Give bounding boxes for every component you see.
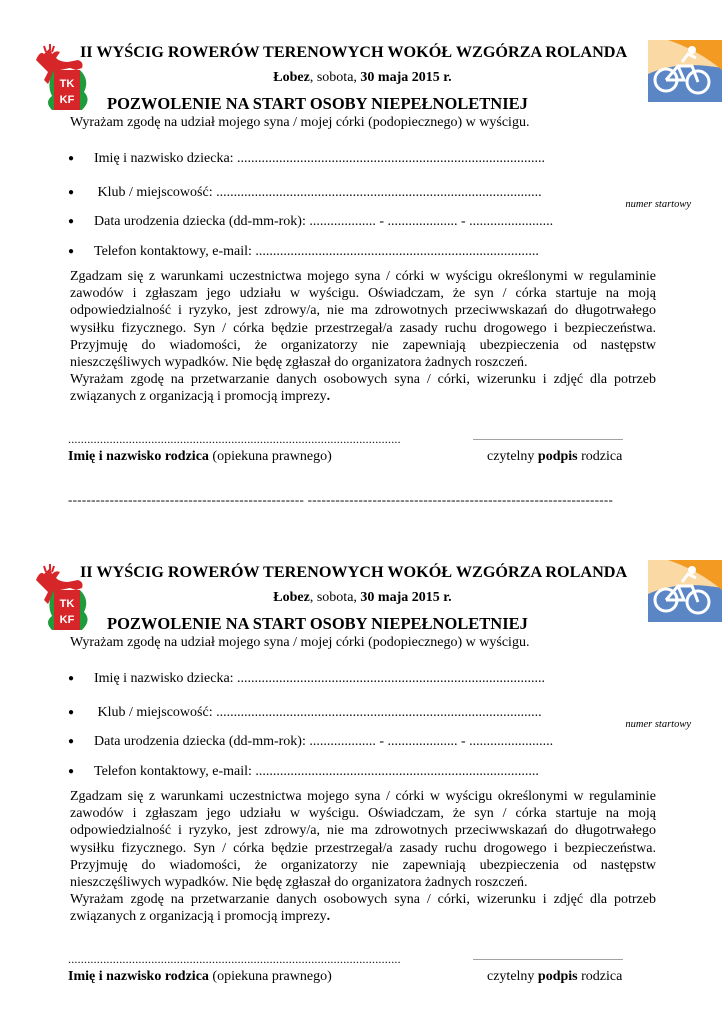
form-heading: POZWOLENIE NA START OSOBY NIEPEŁNOLETNIEJ xyxy=(107,94,528,113)
consent-statement: Wyrażam zgodę na udział mojego syna / mojej córki (podopiecznego) w wyścigu. xyxy=(70,635,530,650)
event-title: II WYŚCIG ROWERÓW TERENOWYCH WOKÓŁ WZGÓRZA ROLANDA xyxy=(80,43,628,61)
field-label: Telefon kontaktowy, e-mail: ................................................................................. xyxy=(94,244,539,259)
bullet-icon: ● xyxy=(68,246,75,257)
bullet-icon: ● xyxy=(68,673,75,684)
field-contact[interactable] xyxy=(68,244,539,260)
field-label: Data urodzenia dziecka (dd-mm-rok): ................... - .................... - ........................ xyxy=(94,214,554,229)
event-date-line xyxy=(0,590,725,606)
parent-name-line[interactable]: ........................................................................................................ xyxy=(68,952,401,966)
field-club[interactable] xyxy=(68,185,542,201)
parent-name-line[interactable]: ........................................................................................................ xyxy=(68,432,401,446)
field-label: Telefon kontaktowy, e-mail: ................................................................................. xyxy=(94,764,539,779)
parent-name-caption: Imię i nazwisko rodzica (opiekuna prawnego) xyxy=(68,969,332,984)
event-date: 30 maja 2015 r. xyxy=(360,590,452,605)
field-label: Klub / miejscowość: ............................................................................................. xyxy=(94,185,542,200)
event-date-prefix: , sobota, xyxy=(309,590,361,605)
start-number-label: numer startowy xyxy=(625,719,691,730)
bullet-icon: ● xyxy=(68,707,75,718)
parent-name-caption: Imię i nazwisko rodzica (opiekuna prawnego) xyxy=(68,449,332,464)
event-date-line xyxy=(0,70,725,86)
terms-text xyxy=(70,268,656,406)
signature-line[interactable]: ........................................................................... xyxy=(473,953,623,962)
bullet-icon: ● xyxy=(68,736,75,747)
field-label: Imię i nazwisko dziecka: ........................................................................................ xyxy=(94,671,546,686)
event-title: II WYŚCIG ROWERÓW TERENOWYCH WOKÓŁ WZGÓRZA ROLANDA xyxy=(80,563,628,581)
event-date-prefix: , sobota, xyxy=(309,70,361,85)
form-heading: POZWOLENIE NA START OSOBY NIEPEŁNOLETNIEJ xyxy=(107,614,528,633)
signature-caption: czytelny podpis rodzica xyxy=(487,969,623,984)
bullet-icon: ● xyxy=(68,766,75,777)
svg-text:TK: TK xyxy=(59,598,75,610)
field-club[interactable] xyxy=(68,705,542,721)
consent-statement: Wyrażam zgodę na udział mojego syna / mojej córki (podopiecznego) w wyścigu. xyxy=(70,115,530,130)
field-child-name[interactable] xyxy=(68,151,545,167)
terms-paragraph: Zgadzam się z warunkami uczestnictwa mojego syna / córki w wyścigu określonymi w regulaminie zawodów i zgłaszam jego udziału w wyścigu. Oświadczam, że syn / córka startuje na moją odpowiedzialność i ryzyko, jest zdrowy/a, nie ma zdrowotnych przeciwwskazań do długotrwałego wysiłku fizycznego. Syn / córka będzie przestrzegał/a zasady ruchu drogowego i bezpieczeństwa. Przyjmuję do wiadomości, że organizatorzy nie zapewniają ubezpieczenia od następstw nieszczęśliwych wypadków. Nie będę zgłaszał do organizatora żadnych roszczeń. xyxy=(70,789,656,891)
bullet-icon: ● xyxy=(68,153,75,164)
terms-paragraph: Zgadzam się z warunkami uczestnictwa mojego syna / córki w wyścigu określonymi w regulaminie zawodów i zgłaszam jego udziału w wyścigu. Oświadczam, że syn / córka startuje na moją odpowiedzialność i ryzyko, jest zdrowy/a, nie ma zdrowotnych przeciwwskazań do długotrwałego wysiłku fizycznego. Syn / córka będzie przestrzegał/a zasady ruchu drogowego i bezpieczeństwa. Przyjmuję do wiadomości, że organizatorzy nie zapewniają ubezpieczenia od następstw nieszczęśliwych wypadków. Nie będę zgłaszał do organizatora żadnych roszczeń. xyxy=(70,269,656,371)
signature-line[interactable]: ........................................................................... xyxy=(473,433,623,442)
field-birthdate[interactable] xyxy=(68,734,553,750)
event-date: 30 maja 2015 r. xyxy=(360,70,452,85)
event-place: Łobez xyxy=(273,70,310,85)
bullet-icon: ● xyxy=(68,187,75,198)
field-child-name[interactable] xyxy=(68,671,545,687)
signature-caption: czytelny podpis rodzica xyxy=(487,449,623,464)
cut-line: --------------------------------------------------- ------------------------------------------------------------------ xyxy=(68,492,614,507)
terms-text xyxy=(70,788,656,926)
svg-text:KF: KF xyxy=(59,94,75,106)
field-birthdate[interactable] xyxy=(68,214,553,230)
field-label: Klub / miejscowość: ............................................................................................. xyxy=(94,705,542,720)
gdpr-paragraph: Wyrażam zgodę na przetwarzanie danych osobowych syna / córki, wizerunku i zdjęć dla potrzeb związanych z organizacją i promocją imprezy. xyxy=(70,372,656,405)
event-place: Łobez xyxy=(273,590,310,605)
gdpr-paragraph: Wyrażam zgodę na przetwarzanie danych osobowych syna / córki, wizerunku i zdjęć dla potrzeb związanych z organizacją i promocją imprezy. xyxy=(70,892,656,925)
field-contact[interactable] xyxy=(68,764,539,780)
bullet-icon: ● xyxy=(68,216,75,227)
field-label: Imię i nazwisko dziecka: ........................................................................................ xyxy=(94,151,546,166)
start-number-label: numer startowy xyxy=(625,199,691,210)
field-label: Data urodzenia dziecka (dd-mm-rok): ................... - .................... - ........................ xyxy=(94,734,554,749)
svg-text:TK: TK xyxy=(59,78,75,90)
svg-text:KF: KF xyxy=(59,614,75,626)
